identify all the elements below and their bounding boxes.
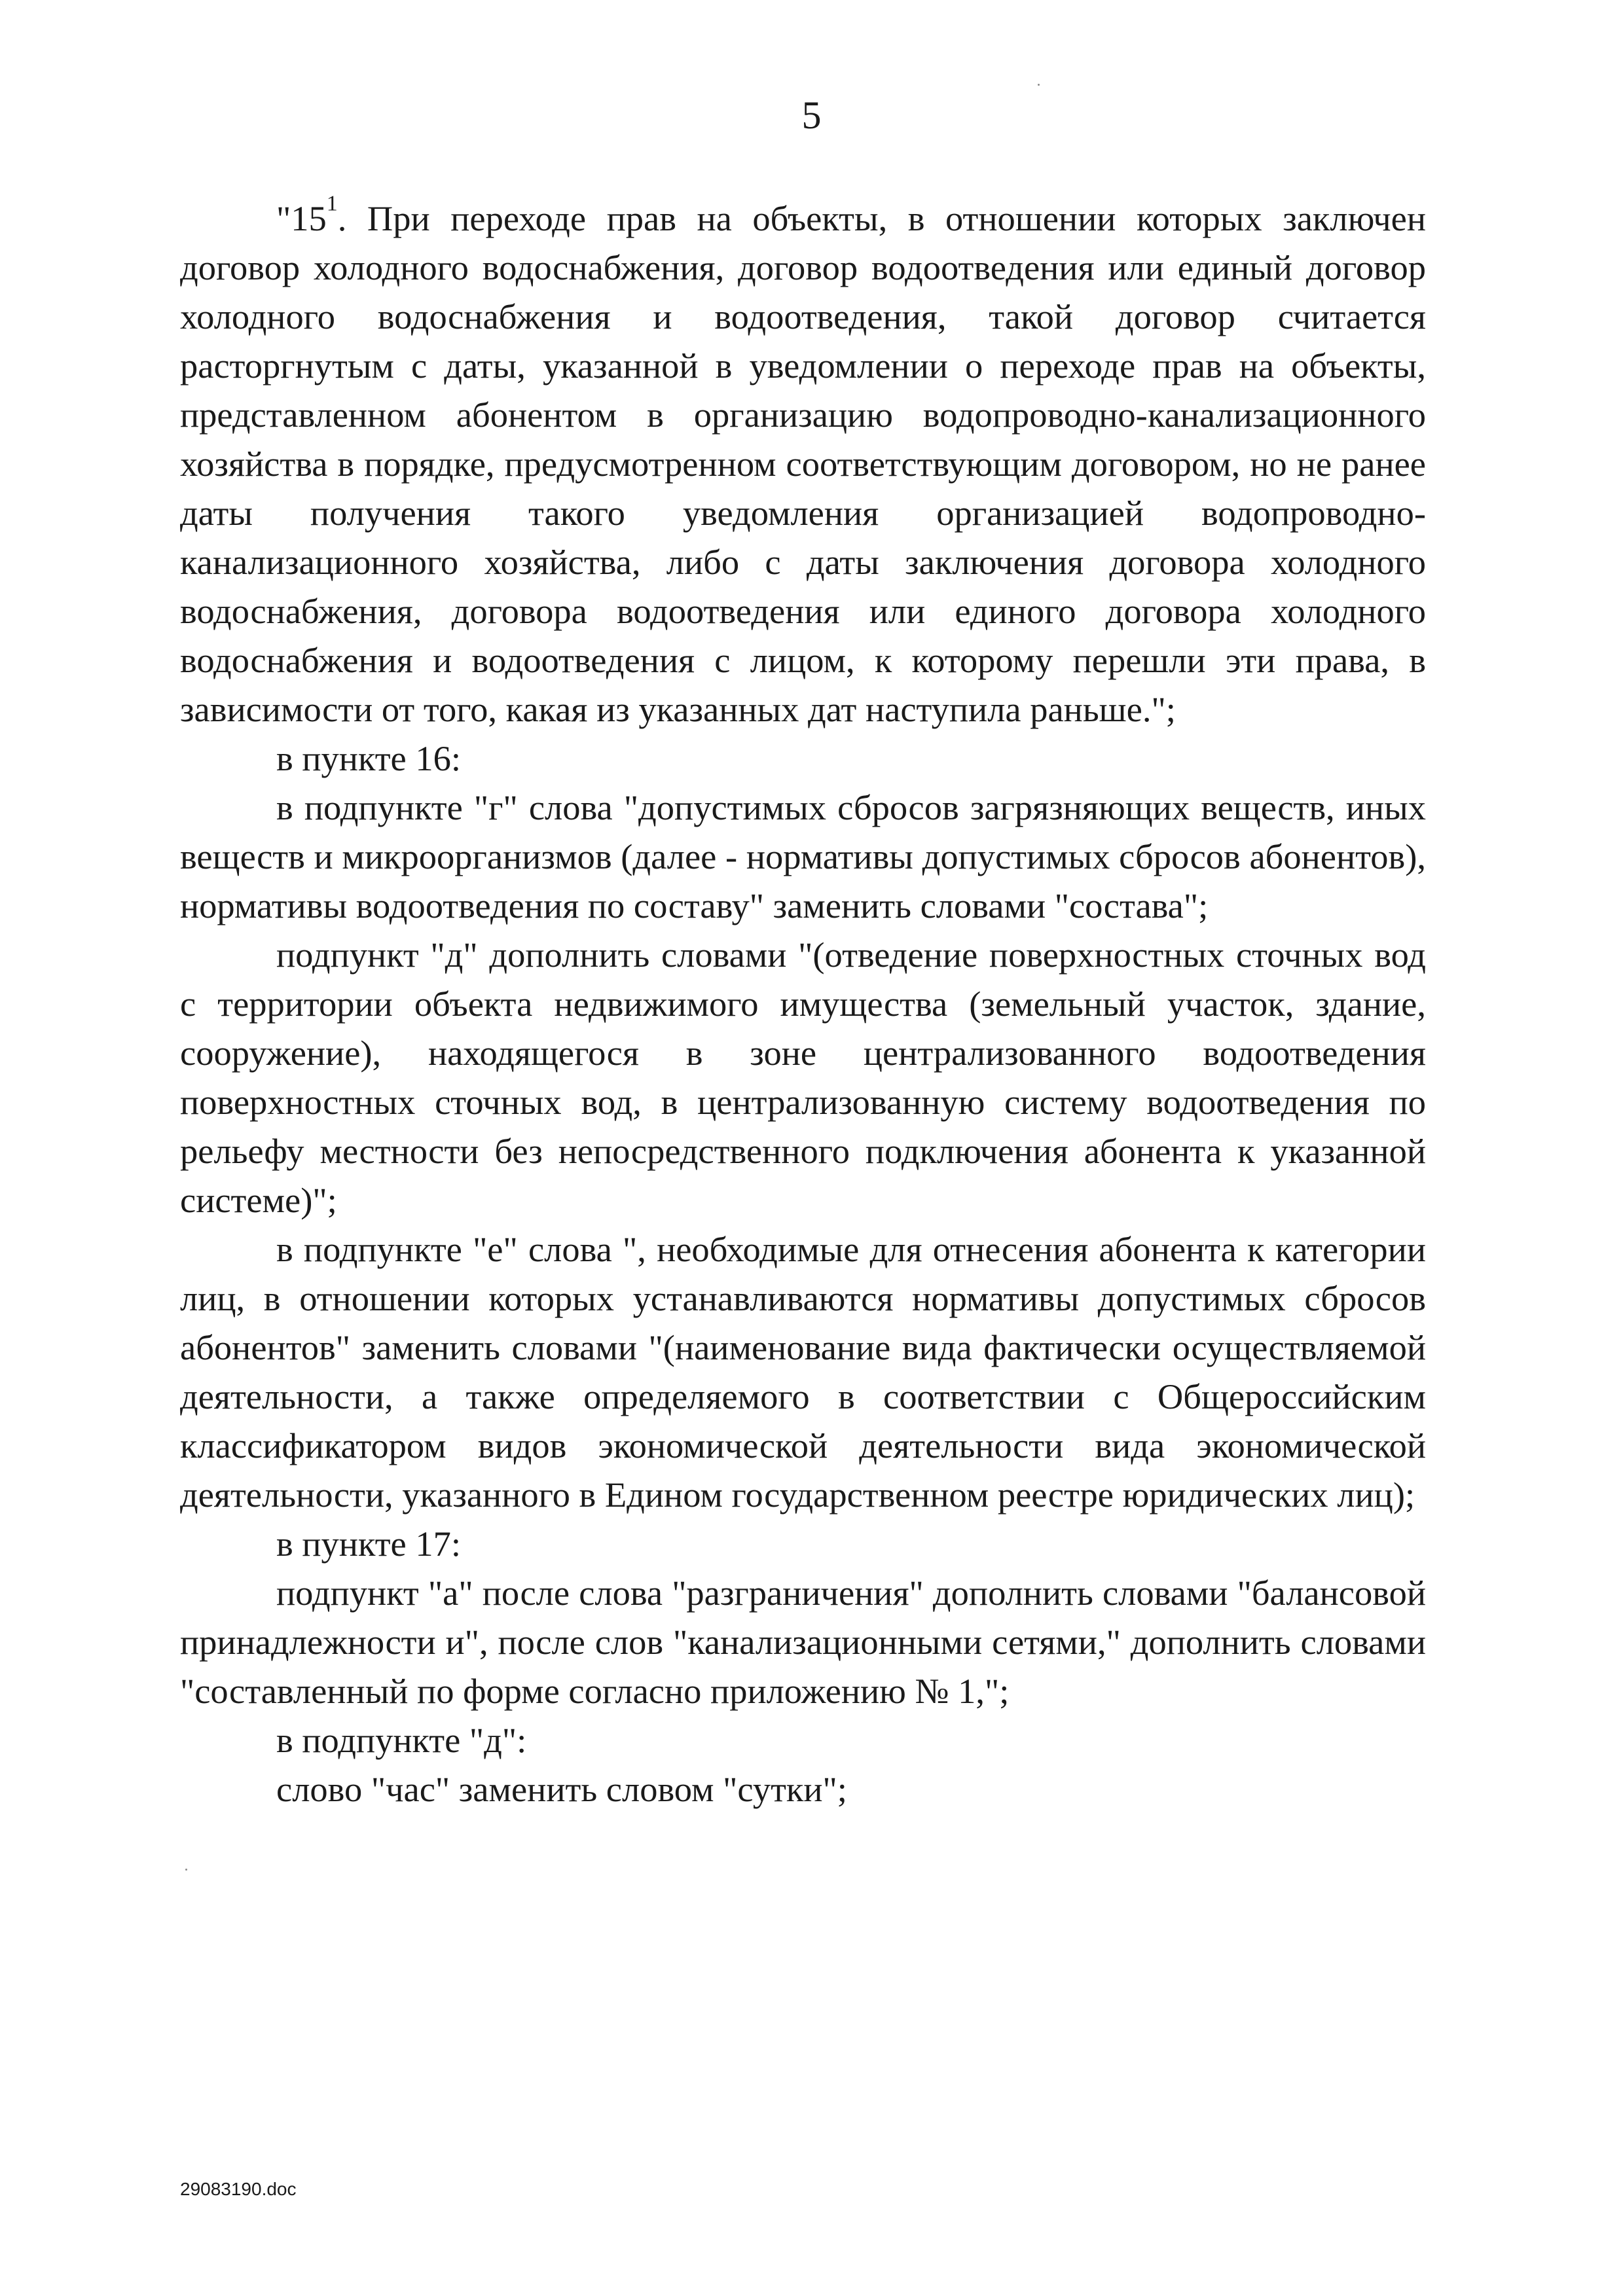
paragraph-15-1-lead: "15 bbox=[276, 198, 327, 238]
document-body bbox=[180, 191, 1426, 1814]
paragraph-15-1-text: . При переходе прав на объекты, в отношении которых заключен договор холодного водоснабжения, договор водоотведения или единый договор холодного водоснабжения и водоотведения, такой договор считается расторгнутым с даты, указанной в уведомлении о переходе прав на объекты, представленном абонентом в организацию водопроводно-канализационного хозяйства в порядке, предусмотренном соответствующим договором, но не ранее даты получения такого уведомления организацией водопроводно-канализационного хозяйства, либо с даты заключения договора холодного водоснабжения, договора водоотведения или единого договора холодного водоснабжения и водоотведения с лицом, к которому перешли эти права, в зависимости от того, какая из указанных дат наступила раньше."; bbox=[180, 198, 1426, 729]
paragraph-word-replacement: слово "час" заменить словом "сутки"; bbox=[276, 1769, 847, 1809]
paragraph-subpoint-a: подпункт "а" после слова "разграничения" дополнить словами "балансовой принадлежности и", после слов "канализационными сетями," дополнить словами "составленный по форме согласно приложению № 1,"; bbox=[180, 1573, 1426, 1711]
paragraph-point-17-heading: в пункте 17: bbox=[276, 1524, 461, 1564]
file-code: 29083190.doc bbox=[180, 2179, 297, 2199]
paragraph-point-16-heading: в пункте 16: bbox=[276, 738, 461, 778]
paragraph-subpoint-g: в подпункте "г" слова "допустимых сбросов загрязняющих веществ, иных веществ и микроорганизмов (далее - нормативы допустимых сбросов абонентов), нормативы водоотведения по составу" заменить словами "состава"; bbox=[180, 787, 1426, 925]
scan-speck bbox=[185, 1869, 187, 1871]
paragraph-15-1 bbox=[180, 191, 1426, 734]
paragraph-15-1-superscript: 1 bbox=[326, 191, 338, 216]
page-number: 5 bbox=[801, 94, 822, 137]
paragraph-subpoint-d-heading: в подпункте "д": bbox=[276, 1720, 527, 1760]
paragraph-subpoint-d: подпункт "д" дополнить словами "(отведение поверхностных сточных вод с территории объекта недвижимого имущества (земельный участок, здание, сооружение), находящегося в зоне централизованного водоотведения поверхностных сточных вод, в централизованную систему водоотведения по рельефу местности без непосредственного подключения абонента к указанной системе)"; bbox=[180, 935, 1426, 1220]
paragraph-subpoint-e: в подпункте "е" слова ", необходимые для отнесения абонента к категории лиц, в отношении которых устанавливаются нормативы допустимых сбросов абонентов" заменить словами "(наименование вида фактически осуществляемой деятельности, а также определяемого в соответствии с Общероссийским классификатором видов экономической деятельности вида экономической деятельности, указанного в Едином государственном реестре юридических лиц); bbox=[180, 1229, 1426, 1515]
scan-speck bbox=[1038, 84, 1040, 86]
